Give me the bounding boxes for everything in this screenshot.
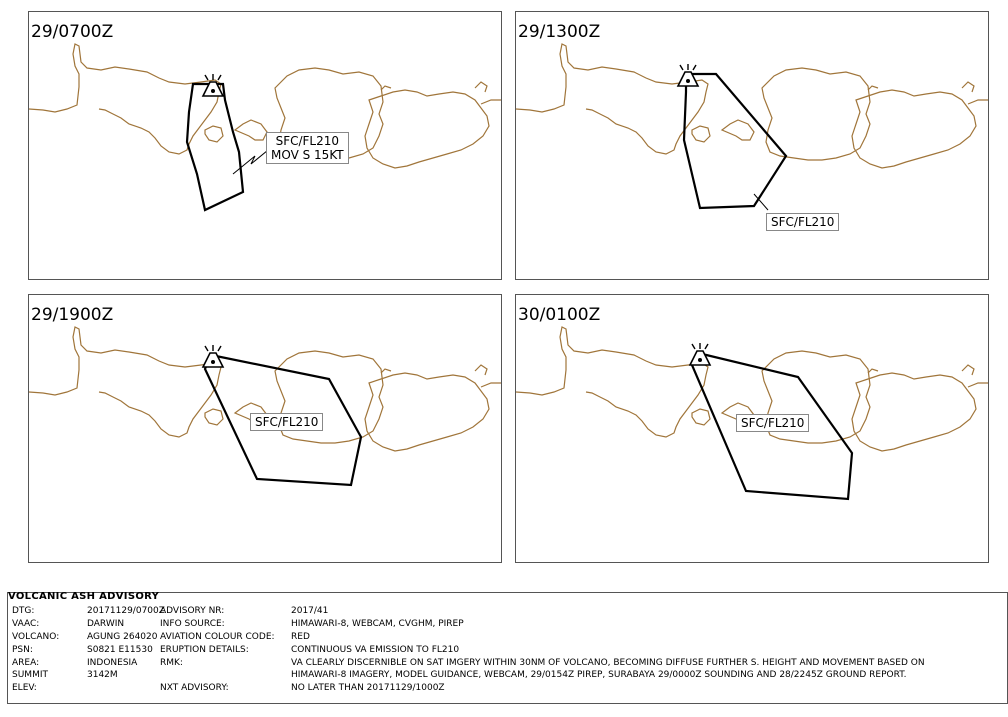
field-value: DARWIN — [87, 619, 125, 629]
coastline — [381, 369, 391, 373]
coastline — [962, 82, 974, 92]
volcano-icon-rays — [692, 343, 708, 349]
field-value: VA CLEARLY DISCERNIBLE ON SAT IMGERY WITHIN 30NM OF VOLCANO, BECOMING DIFFUSE FURTHER S. HEIGHT AND MOVEMENT BASED ON — [291, 658, 925, 668]
ash-cloud-polygon — [187, 84, 243, 210]
field-key: SUMMIT — [12, 670, 48, 680]
coastline — [868, 86, 878, 90]
coastline — [692, 409, 710, 425]
field-key: INFO SOURCE: — [160, 619, 225, 629]
coastline — [205, 126, 223, 142]
coastline — [235, 120, 267, 140]
ash-cloud-level: SFC/FL210 — [275, 134, 340, 148]
coastline — [692, 126, 710, 142]
ash-cloud-label — [250, 413, 323, 431]
advisory-row — [12, 632, 1002, 645]
map-panel-4 — [515, 294, 989, 563]
volcano-icon-dot — [686, 79, 690, 83]
field-value: HIMAWARI-8 IMAGERY, MODEL GUIDANCE, WEBCAM, 29/0154Z PIREP, SURABAYA 29/0000Z SOUNDING AND 28/2245Z GROUND REPORT. — [291, 670, 907, 680]
panel-time: 29/1900Z — [31, 305, 114, 325]
field-value: CONTINUOUS VA EMISSION TO FL210 — [291, 645, 460, 655]
coastline — [968, 383, 988, 387]
coastline — [722, 120, 754, 140]
field-value: S0821 E11530 — [87, 645, 153, 655]
field-value: INDONESIA — [87, 658, 138, 668]
ash-cloud-movement: MOV S 15KT — [271, 148, 344, 162]
ash-cloud-level: SFC/FL210 — [255, 415, 319, 429]
field-value: AGUNG 264020 — [87, 632, 158, 642]
field-key: AREA: — [12, 658, 40, 668]
map-canvas — [29, 12, 501, 279]
advisory-row — [12, 683, 1002, 696]
advisory-box — [7, 592, 1008, 704]
ash-cloud-label — [766, 213, 839, 231]
coastline — [205, 409, 223, 425]
field-key: NXT ADVISORY: — [160, 683, 229, 693]
coastline — [481, 383, 501, 387]
field-key: ADVISORY NR: — [160, 606, 225, 616]
coastline — [381, 86, 391, 90]
ash-cloud-label — [266, 132, 349, 164]
advisory-row — [12, 645, 1002, 658]
coastline — [962, 365, 974, 375]
map-panel-2 — [515, 11, 989, 280]
coastline — [475, 365, 487, 375]
field-key: RMK: — [160, 658, 183, 668]
advisory-row — [12, 670, 1002, 683]
field-key: ERUPTION DETAILS: — [160, 645, 249, 655]
map-panel-3 — [28, 294, 502, 563]
field-value: 2017/41 — [291, 606, 329, 616]
field-key: AVIATION COLOUR CODE: — [160, 632, 275, 642]
coastline — [516, 327, 708, 437]
volcano-icon-dot — [211, 360, 215, 364]
field-value: HIMAWARI-8, WEBCAM, CVGHM, PIREP — [291, 619, 464, 629]
coastline — [968, 100, 988, 104]
ash-cloud-level: SFC/FL210 — [771, 215, 835, 229]
panel-time: 30/0100Z — [518, 305, 601, 325]
coastline — [475, 82, 487, 92]
coastline — [29, 327, 221, 437]
field-value: 20171129/0700Z — [87, 606, 165, 616]
advisory-row — [12, 619, 1002, 632]
coastline — [852, 373, 976, 451]
volcano-icon-rays — [205, 345, 221, 351]
field-value: NO LATER THAN 20171129/1000Z — [291, 683, 445, 693]
ash-cloud-label — [736, 414, 809, 432]
coastline — [29, 44, 221, 154]
volcano-icon — [690, 343, 710, 365]
map-panel-1 — [28, 11, 502, 280]
coastline — [365, 373, 489, 451]
panel-time: 29/0700Z — [31, 22, 114, 42]
coastline — [516, 44, 708, 154]
panel-time: 29/1300Z — [518, 22, 601, 42]
field-key: DTG: — [12, 606, 35, 616]
field-key: ELEV: — [12, 683, 37, 693]
coastline — [481, 100, 501, 104]
field-value: 3142M — [87, 670, 118, 680]
advisory-row — [12, 606, 1002, 619]
coastline — [365, 90, 489, 168]
ash-cloud-level: SFC/FL210 — [741, 416, 805, 430]
coastline — [868, 369, 878, 373]
volcano-icon-rays — [205, 74, 221, 80]
volcano-icon-dot — [698, 358, 702, 362]
volcano-icon-rays — [680, 64, 696, 70]
field-key: VOLCANO: — [12, 632, 60, 642]
advisory-title: VOLCANIC ASH ADVISORY — [8, 591, 160, 602]
coastline — [852, 90, 976, 168]
volcano-icon-dot — [211, 89, 215, 93]
field-value: RED — [291, 632, 310, 642]
field-key: VAAC: — [12, 619, 40, 629]
field-key: PSN: — [12, 645, 33, 655]
map-canvas — [516, 12, 988, 279]
